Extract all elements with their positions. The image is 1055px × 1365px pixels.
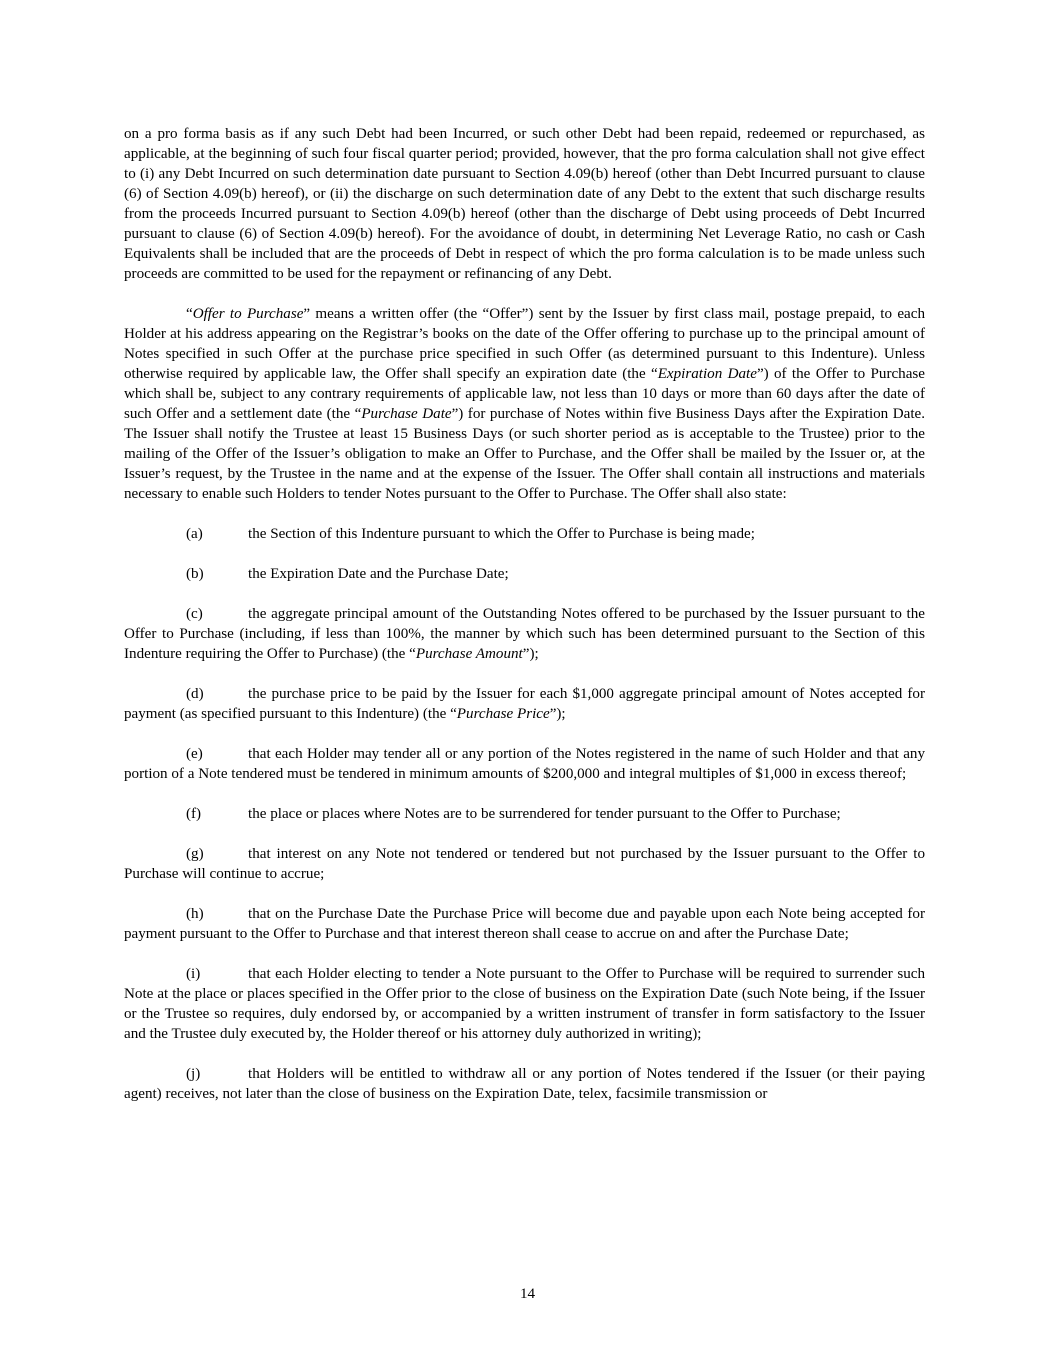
- list-item-e: [124, 744, 925, 784]
- item-text: the Section of this Indenture pursuant to which the Offer to Purchase is being made;: [248, 526, 755, 542]
- item-text: that on the Purchase Date the Purchase Price will become due and payable upon each Note being accepted for payment pursuant to the Offer to Purchase and that interest thereon shall cease to accrue on and after the Purchase Date;: [124, 906, 925, 942]
- item-label: (i): [186, 966, 201, 982]
- item-label: (d): [186, 686, 204, 702]
- item-text: that Holders will be entitled to withdraw all or any portion of Notes tendered if the Issuer (or their paying agent) receives, not later than the close of business on the Expiration Date, telex, facsimile transmission or: [124, 1066, 925, 1102]
- open-quote: “: [186, 306, 193, 322]
- defined-term-purchase-date: Purchase Date: [361, 406, 452, 422]
- list-item-f: [124, 804, 925, 824]
- list-item-d: [124, 684, 925, 724]
- item-label: (h): [186, 906, 204, 922]
- defined-term-expiration-date: Expiration Date: [657, 366, 757, 382]
- list-item-i: [124, 964, 925, 1044]
- paragraph-offer-to-purchase: [124, 304, 925, 504]
- defined-term-purchase-amount: Purchase Amount: [415, 646, 523, 662]
- item-text: the Expiration Date and the Purchase Date;: [248, 566, 509, 582]
- defined-term-offer-to-purchase: Offer to Purchase: [192, 306, 304, 322]
- item-text: the place or places where Notes are to be surrendered for tender pursuant to the Offer to Purchase;: [248, 806, 841, 822]
- list-item-c: [124, 604, 925, 664]
- item-label: (j): [186, 1066, 201, 1082]
- item-text: that each Holder electing to tender a Note pursuant to the Offer to Purchase will be required to surrender such Note at the place or places specified in the Offer prior to the close of business on the Expiration Date (such Note being, if the Issuer or the Trustee so requires, duly endorsed by, or accompanied by a written instrument of transfer in form satisfactory to the Issuer and the Trustee duly executed by, the Holder thereof or his attorney duly authorized in writing);: [124, 966, 925, 1042]
- item-text: that each Holder may tender all or any portion of the Notes registered in the name of such Holder and that any portion of a Note tendered must be tendered in minimum amounts of $200,000 and integral multiples of $1,000 in excess thereof;: [124, 746, 925, 782]
- paragraph-pro-forma: on a pro forma basis as if any such Debt had been Incurred, or such other Debt had been repaid, redeemed or repurchased, as applicable, at the beginning of such four fiscal quarter period; provided, however, that the pro forma calculation shall not give effect to (i) any Debt Incurred on such determination date pursuant to Section 4.09(b) hereof (other than Debt Incurred pursuant to clause (6) of Section 4.09(b) hereof), or (ii) the discharge on such determination date of any Debt to the extent that such discharge results from the proceeds Incurred pursuant to Section 4.09(b) hereof (other than the discharge of Debt using proceeds of Debt Incurred pursuant to clause (6) of Section 4.09(b) hereof). For the avoidance of doubt, in determining Net Leverage Ratio, no cash or Cash Equivalents shall be included that are the proceeds of Debt in respect of which the pro forma calculation is to be made unless such proceeds are committed to be used for the repayment or refinancing of any Debt.: [124, 126, 925, 282]
- page-number: 14: [519, 1286, 536, 1302]
- defined-term-purchase-price: Purchase Price: [456, 706, 550, 722]
- item-text: the aggregate principal amount of the Outstanding Notes offered to be purchased by the Issuer pursuant to the Offer to Purchase (including, if less than 100%, the manner by which such has been determined pursuant to the Section of this Indenture requiring the Offer to Purchase) (the “: [124, 606, 925, 662]
- list-item-j: [124, 1064, 925, 1104]
- item-label: (f): [186, 806, 202, 822]
- item-label: (g): [186, 846, 204, 862]
- list-item-h: [124, 904, 925, 944]
- item-text: that interest on any Note not tendered or tendered but not purchased by the Issuer pursuant to the Offer to Purchase will continue to accrue;: [124, 846, 925, 882]
- item-text: the purchase price to be paid by the Issuer for each $1,000 aggregate principal amount of Notes accepted for payment (as specified pursuant to this Indenture) (the “: [124, 686, 925, 722]
- item-label: (a): [186, 526, 203, 542]
- list-item-b: [124, 564, 925, 584]
- item-tail: ”);: [522, 646, 539, 662]
- list-item-a: [124, 524, 925, 544]
- item-label: (b): [186, 566, 204, 582]
- offer-text-3: ”) for purchase of Notes within five Business Days after the Expiration Date. The Issuer shall notify the Trustee at least 15 Business Days (or such shorter period as is acceptable to the Trustee) prior to the mailing of the Offer of the Issuer’s obligation to make an Offer to Purchase, and the Offer shall be mailed by the Issuer or, at the Issuer’s request, by the Trustee in the name and at the expense of the Issuer. The Offer shall contain all instructions and materials necessary to enable such Holders to tender Notes pursuant to the Offer to Purchase. The Offer shall also state:: [124, 406, 925, 502]
- item-tail: ”);: [549, 706, 566, 722]
- item-label: (e): [186, 746, 203, 762]
- list-item-g: [124, 844, 925, 884]
- item-label: (c): [186, 606, 203, 622]
- offer-text-2: ”) of the Offer to Purchase which shall be, subject to any contrary requirements of applicable law, not less than 10 days or more than 60 days after the date of such Offer and a settlement date (the “: [124, 366, 925, 422]
- document-page: [124, 124, 925, 1124]
- offer-text-1: ” means a written offer (the “Offer”) sent by the Issuer by first class mail, postage prepaid, to each Holder at his address appearing on the Registrar’s books on the date of the Offer offering to purchase up to the principal amount of Notes specified in such Offer at the purchase price specified in such Offer (as determined pursuant to this Indenture). Unless otherwise required by applicable law, the Offer shall specify an expiration date (the “: [124, 306, 925, 382]
